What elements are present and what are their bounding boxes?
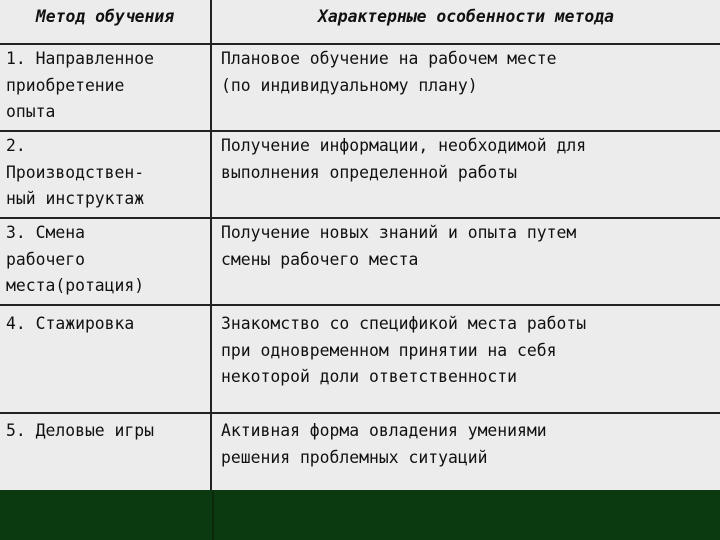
method-text: 4. Стажировка <box>6 314 135 333</box>
features-cell <box>212 132 720 217</box>
method-text: 3. Смена рабочего места(ротация) <box>6 223 145 295</box>
header-cell-method <box>0 0 212 43</box>
header-method-label: Метод обучения <box>35 7 175 26</box>
method-text: 2. Производствен- ный инструктаж <box>6 136 145 208</box>
method-text: 1. Направленное приобретение опыта <box>6 49 155 121</box>
method-cell <box>0 306 212 412</box>
slide-footer <box>0 490 720 540</box>
table-row <box>0 306 720 414</box>
features-cell <box>212 306 720 412</box>
method-cell <box>0 45 212 130</box>
method-cell <box>0 414 212 490</box>
table-header-row <box>0 0 720 45</box>
features-text: Получение новых знаний и опыта путем смены рабочего места <box>221 223 577 269</box>
table-row <box>0 132 720 219</box>
features-text: Знакомство со спецификой места работы при одновременном принятии на себя некоторой доли ответственности <box>221 314 587 386</box>
features-cell <box>212 219 720 304</box>
header-features-label: Характерные особенности метода <box>317 7 615 26</box>
features-cell <box>212 45 720 130</box>
features-text: Получение информации, необходимой для выполнения определенной работы <box>221 136 587 182</box>
header-cell-features <box>212 0 720 43</box>
method-text: 5. Деловые игры <box>6 421 155 440</box>
method-cell <box>0 219 212 304</box>
features-text: Активная форма овладения умениями решения проблемных ситуаций <box>221 421 547 467</box>
table-row <box>0 219 720 306</box>
column-divider <box>212 490 214 540</box>
features-text: Плановое обучение на рабочем месте (по индивидуальному плану) <box>221 49 557 95</box>
method-cell <box>0 132 212 217</box>
table-row <box>0 45 720 132</box>
table-row <box>0 414 720 490</box>
features-cell <box>212 414 720 490</box>
